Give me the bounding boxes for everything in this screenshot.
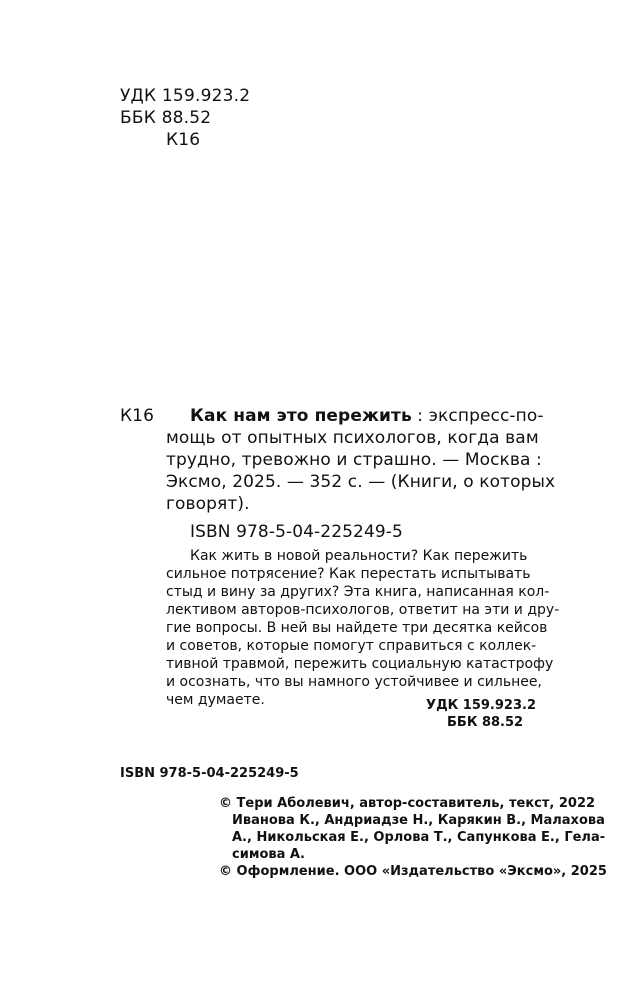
author-mark: К16: [166, 130, 201, 150]
copyright-line-5: © Оформление. ООО «Издательство «Эксмо», 2025: [219, 864, 607, 879]
annotation-line-9: чем думаете.: [166, 692, 265, 708]
annotation-line-5: гие вопросы. В ней вы найдете три десятка кейсов: [166, 620, 548, 636]
annotation-line-2: сильное потрясение? Как перестать испытывать: [166, 566, 531, 582]
annotation-line-6: и советов, которые помогут справиться с коллек-: [166, 638, 537, 654]
catalog-isbn: ISBN 978-5-04-225249-5: [190, 522, 403, 542]
copyright-line-1: © Тери Аболевич, автор-составитель, текст, 2022: [219, 796, 596, 811]
annotation-line-8: и осознать, что вы намного устойчивее и сильнее,: [166, 674, 542, 690]
catalog-line-4: Эксмо, 2025. — 352 с. — (Книги, о которых: [166, 472, 556, 492]
catalog-line-1-rest: : экспресс-по-: [411, 406, 544, 426]
annotation-line-3: стыд и вину за других? Эта книга, написанная кол-: [166, 584, 550, 600]
catalog-line-2: мощь от опытных психологов, когда вам: [166, 428, 539, 448]
copyright-line-4: симова А.: [232, 847, 305, 862]
annotation-line-7: тивной травмой, пережить социальную катастрофу: [166, 656, 554, 672]
book-title: Как нам это пережить: [190, 406, 412, 426]
copyright-line-2: Иванова К., Андриадзе Н., Карякин В., Малахова: [232, 813, 605, 828]
catalog-line-1: [190, 405, 544, 427]
catalog-code: К16: [120, 406, 155, 426]
annotation-line-4: лективом авторов-психологов, ответит на эти и дру-: [166, 602, 560, 618]
annotation-bbk: ББК 88.52: [447, 715, 524, 730]
annotation-udk: УДК 159.923.2: [426, 698, 536, 713]
bbk-code: ББК 88.52: [120, 108, 212, 128]
udk-code: УДК 159.923.2: [120, 86, 251, 106]
catalog-line-3: трудно, тревожно и страшно. — Москва :: [166, 450, 542, 470]
annotation-line-1: Как жить в новой реальности? Как пережить: [190, 548, 528, 564]
isbn-bottom: ISBN 978-5-04-225249-5: [120, 766, 299, 781]
catalog-line-5: говорят).: [166, 494, 250, 514]
copyright-line-3: А., Никольская Е., Орлова Т., Сапункова Е., Гела-: [232, 830, 606, 845]
